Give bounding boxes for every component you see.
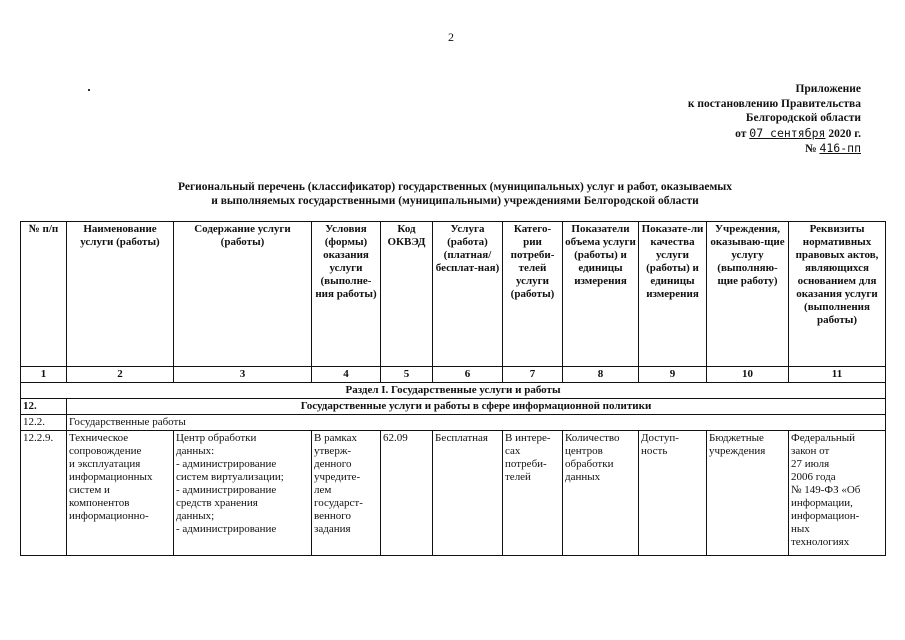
service-content-cell-line: - администрирование <box>176 484 277 496</box>
legal-basis-cell-line: закон от <box>791 445 830 457</box>
date-year: 2020 г. <box>828 127 861 140</box>
quality-cell <box>639 431 707 556</box>
number-prefix: № <box>805 143 817 155</box>
table-row <box>21 431 886 556</box>
conditions-cell-line: государст- <box>314 497 363 509</box>
volume-cell-line: Количество <box>565 432 620 444</box>
service-content-cell <box>174 431 312 556</box>
consumers-cell <box>503 431 563 556</box>
institutions-cell-line: Бюджетные <box>709 432 764 444</box>
conditions-cell-line: утверж- <box>314 445 352 457</box>
conditions-cell-line: задания <box>314 523 351 535</box>
quality-cell-line: ность <box>641 445 668 457</box>
date-value: 07 сентября <box>749 125 826 140</box>
header-cell: Катего-рии потреби-телей услуги (работы) <box>503 222 563 367</box>
column-number: 11 <box>789 367 886 383</box>
number-value: 416-пп <box>819 141 861 155</box>
payment-cell: Бесплатная <box>433 431 503 556</box>
subsection-code: 12. <box>21 399 67 415</box>
group-code: 12.2. <box>21 415 67 431</box>
appendix-title: Приложение <box>795 83 861 95</box>
legal-basis-cell-line: Федеральный <box>791 432 856 444</box>
legal-basis-cell-line: ных <box>791 523 810 535</box>
service-content-cell-line: - администрирование <box>176 458 277 470</box>
column-number: 9 <box>639 367 707 383</box>
column-number: 5 <box>381 367 433 383</box>
legal-basis-cell <box>789 431 886 556</box>
column-number: 4 <box>312 367 381 383</box>
subsection-title: Государственные услуги и работы в сфере информационной политики <box>67 399 886 415</box>
column-number: 8 <box>563 367 639 383</box>
appendix-line-2: Белгородской области <box>745 112 861 124</box>
service-content-cell-line: систем виртуализации; <box>176 471 284 483</box>
header-cell: Показате-ли качества услуги (работы) и единицы измерения <box>639 222 707 367</box>
volume-cell-line: данных <box>565 471 601 483</box>
section-row <box>21 383 886 399</box>
conditions-cell-line: венного <box>314 510 352 522</box>
legal-basis-cell-line: 2006 года <box>791 471 836 483</box>
column-number: 10 <box>707 367 789 383</box>
consumers-cell-line: телей <box>505 471 531 483</box>
service-name-cell-line: Техническое <box>69 432 129 444</box>
institutions-cell-line: учреждения <box>709 445 766 457</box>
services-table <box>20 221 886 556</box>
service-name-cell-line: систем и <box>69 484 110 496</box>
service-content-cell-line: Центр обработки <box>176 432 257 444</box>
consumers-cell-line: сах <box>505 445 521 457</box>
subsection-row <box>21 399 886 415</box>
section-title: Раздел I. Государственные услуги и работы <box>21 383 886 399</box>
service-content-cell-line: - администрирование <box>176 523 277 535</box>
group-title: Государственные работы <box>67 415 886 431</box>
legal-basis-cell-line: № 149-ФЗ «Об <box>791 484 861 496</box>
service-content-cell-line: данных: <box>176 445 215 457</box>
volume-cell-line: обработки <box>565 458 614 470</box>
conditions-cell-line: В рамках <box>314 432 357 444</box>
document-title <box>70 180 840 208</box>
service-name-cell-line: и эксплуатация <box>69 458 141 470</box>
column-number: 3 <box>174 367 312 383</box>
legal-basis-cell-line: 27 июля <box>791 458 830 470</box>
legal-basis-cell-line: информации, <box>791 497 853 509</box>
header-cell: Услуга (работа) (платная/ бесплат-ная) <box>433 222 503 367</box>
header-cell: Условия (формы) оказания услуги (выполне-ния работы) <box>312 222 381 367</box>
consumers-cell-line: В интере- <box>505 432 551 444</box>
appendix-block <box>651 82 861 157</box>
header-cell: Учреждения, оказываю-щие услугу (выполняю-щие работу) <box>707 222 789 367</box>
header-cell: Код ОКВЭД <box>381 222 433 367</box>
institutions-cell <box>707 431 789 556</box>
conditions-cell-line: учредите- <box>314 471 361 483</box>
column-number: 2 <box>67 367 174 383</box>
appendix-number <box>651 141 861 157</box>
row-code: 12.2.9. <box>21 431 67 556</box>
conditions-cell <box>312 431 381 556</box>
header-cell: Содержание услуги (работы) <box>174 222 312 367</box>
okved-cell: 62.09 <box>381 431 433 556</box>
column-number-row <box>21 367 886 383</box>
conditions-cell-line: денного <box>314 458 352 470</box>
title-line-2: и выполняемых государственными (муниципальными) учреждениями Белгородской области <box>211 195 699 207</box>
appendix-date <box>651 126 861 142</box>
service-content-cell-line: средств хранения <box>176 497 258 509</box>
service-name-cell <box>67 431 174 556</box>
group-row <box>21 415 886 431</box>
legal-basis-cell-line: технологиях <box>791 536 850 548</box>
header-cell: Реквизиты нормативных правовых актов, являющихся основанием для оказания услуги (выполнения работы) <box>789 222 886 367</box>
volume-cell-line: центров <box>565 445 603 457</box>
column-number: 7 <box>503 367 563 383</box>
scan-speck <box>88 89 90 91</box>
volume-cell <box>563 431 639 556</box>
service-name-cell-line: компонентов <box>69 497 130 509</box>
header-cell: Показатели объема услуги (работы) и единицы измерения <box>563 222 639 367</box>
legal-basis-cell-line: информацион- <box>791 510 860 522</box>
quality-cell-line: Доступ- <box>641 432 679 444</box>
date-prefix: от <box>735 127 747 140</box>
header-cell: Наименование услуги (работы) <box>67 222 174 367</box>
title-line-1: Региональный перечень (классификатор) государственных (муниципальных) услуг и работ, оказываемых <box>177 181 733 193</box>
header-cell: № п/п <box>21 222 67 367</box>
consumers-cell-line: потреби- <box>505 458 547 470</box>
service-name-cell-line: сопровождение <box>69 445 142 457</box>
service-name-cell-line: информационно- <box>69 510 149 522</box>
header-row <box>21 222 886 367</box>
conditions-cell-line: лем <box>314 484 332 496</box>
page-number: 2 <box>448 30 454 44</box>
service-content-cell-line: данных; <box>176 510 215 522</box>
service-name-cell-line: информационных <box>69 471 153 483</box>
column-number: 6 <box>433 367 503 383</box>
column-number: 1 <box>21 367 67 383</box>
appendix-line-1: к постановлению Правительства <box>687 97 861 110</box>
